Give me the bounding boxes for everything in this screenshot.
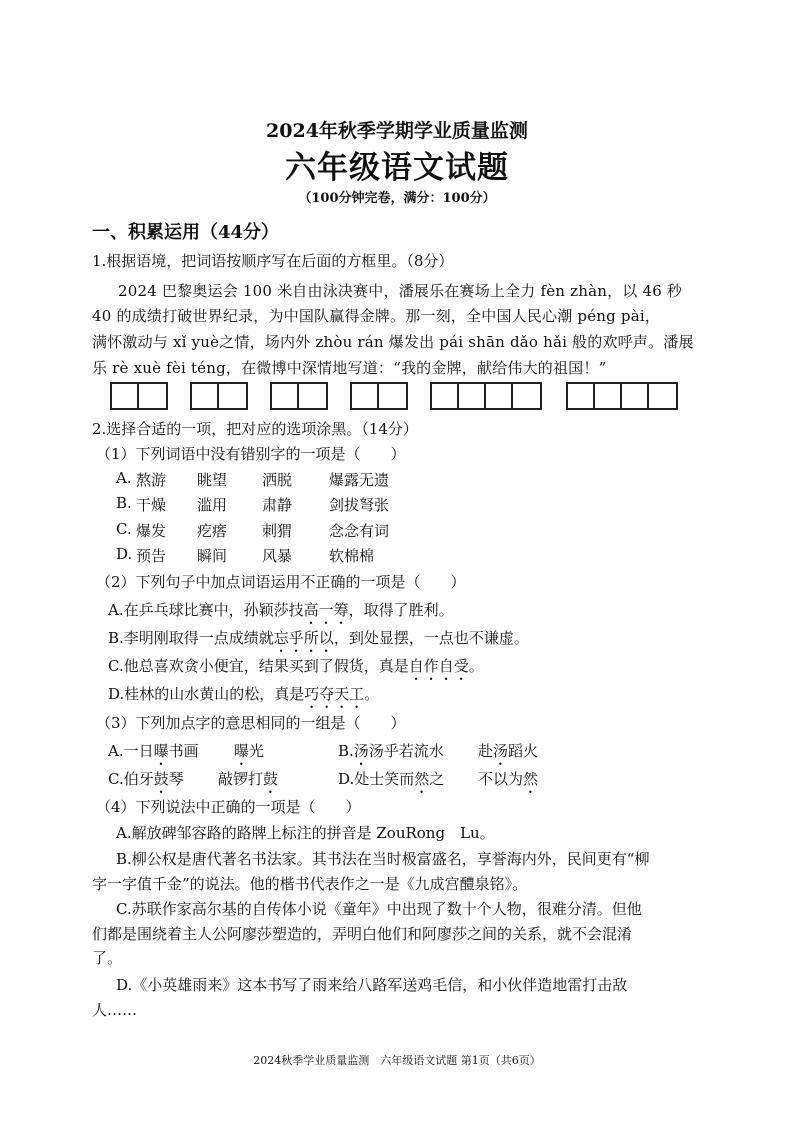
option-text: 赴 bbox=[478, 742, 494, 760]
option-text: D.桂林的山水黄山的松，真是 bbox=[108, 685, 305, 703]
option-text: 不以为 bbox=[478, 770, 524, 788]
option-text: 书画 bbox=[168, 742, 199, 760]
option-text: 汤乎若流水 bbox=[368, 742, 444, 760]
option-label[interactable]: C. bbox=[116, 520, 132, 538]
q2-sub3-option-d[interactable] bbox=[338, 768, 444, 797]
option-word: 滥用 bbox=[197, 496, 228, 514]
dotted-phrase: 忘乎所以 bbox=[273, 629, 334, 647]
q2-sub4-option-c-cont: 们都是围绕着主人公阿廖莎塑造的，弄明白他们和阿廖莎之间的关系，就不会混淆 bbox=[92, 925, 633, 943]
option-text: C.他总喜欢贪小便宜，结果买到了假货，真是 bbox=[108, 657, 409, 675]
option-word: 爆露无遗 bbox=[329, 471, 390, 489]
option-word: 念念有词 bbox=[329, 522, 390, 540]
q2-sub4-option-a[interactable]: A.解放碑邹容路的路牌上标注的拼音是 ZouRong Lu。 bbox=[116, 824, 495, 842]
option-word: 剑拔弩张 bbox=[329, 496, 390, 514]
option-text: B. bbox=[338, 742, 354, 760]
dotted-phrase: 巧夺天工 bbox=[304, 685, 365, 703]
option-label[interactable]: B. bbox=[116, 494, 132, 512]
option-word: 熬游 bbox=[136, 471, 167, 489]
answer-box-2[interactable] bbox=[190, 382, 248, 410]
dotted-char: 曝 bbox=[234, 742, 250, 760]
option-text: 琴 bbox=[168, 770, 184, 788]
dotted-char: 鼓 bbox=[153, 770, 169, 788]
option-word: 洒脱 bbox=[262, 471, 293, 489]
q1-passage-line: 40 的成绩打破世界纪录，为中国队赢得金牌。那一刻，全中国人民心潮 péng pài， bbox=[92, 307, 661, 325]
option-text: 。 bbox=[364, 685, 380, 703]
option-word: 爆发 bbox=[136, 522, 167, 540]
q1-passage-line: 乐 rè xuè fèi téng，在微博中深情地写道：“我的金牌，献给伟大的祖国！” bbox=[92, 359, 607, 377]
q2-sub2-option-b[interactable] bbox=[108, 627, 529, 656]
option-word: 刺猬 bbox=[262, 522, 293, 540]
option-word: 预告 bbox=[136, 547, 167, 565]
q2-sub2-option-a[interactable] bbox=[108, 599, 454, 628]
option-text: 敲锣打 bbox=[218, 770, 264, 788]
q2-sub2-stem: （2）下列句子中加点词语运用不正确的一项是（ ） bbox=[96, 573, 466, 591]
q2-sub4-stem: （4）下列说法中正确的一项是（ ） bbox=[96, 798, 361, 816]
q2-sub3-option-c-2 bbox=[218, 768, 278, 797]
answer-box-4[interactable] bbox=[350, 382, 408, 410]
option-text: C.伯牙 bbox=[108, 770, 154, 788]
dotted-phrase: 高一筹 bbox=[303, 601, 349, 619]
q1-passage-line: 2024 巴黎奥运会 100 米自由泳决赛中，潘展乐在赛场上全力 fèn zhàn，以 46 秒 bbox=[118, 282, 683, 300]
option-text: A.一日 bbox=[108, 742, 154, 760]
option-text: 光 bbox=[249, 742, 265, 760]
option-text: 蹈火 bbox=[508, 742, 539, 760]
q2-sub3-stem: （3）下列加点字的意思相同的一组是（ ） bbox=[96, 714, 406, 732]
dotted-char: 然 bbox=[523, 770, 539, 788]
q2-sub2-option-c[interactable] bbox=[108, 655, 484, 684]
exam-subject: 六年级语文试题 bbox=[285, 150, 509, 186]
answer-box-5[interactable] bbox=[430, 382, 542, 410]
q2-sub3-option-b-2 bbox=[478, 740, 538, 769]
dotted-char: 鼓 bbox=[263, 770, 279, 788]
q2-sub4-option-b-cont: 字一字值千金”的说法。他的楷书代表作之一是《九成宫醴泉铭》。 bbox=[92, 875, 528, 893]
q2-sub4-option-c[interactable]: C.苏联作家高尔基的自传体小说《童年》中出现了数十个人物，很难分清。但他 bbox=[116, 900, 642, 918]
option-word: 疙瘩 bbox=[197, 522, 228, 540]
option-word: 肃静 bbox=[262, 496, 293, 514]
dotted-char: 然 bbox=[414, 770, 430, 788]
option-word: 干燥 bbox=[136, 496, 167, 514]
dotted-char: 汤 bbox=[353, 742, 369, 760]
answer-box-3[interactable] bbox=[270, 382, 328, 410]
answer-box-6[interactable] bbox=[566, 382, 678, 410]
option-word: 软棉棉 bbox=[329, 547, 375, 565]
option-text: ，取得了胜利。 bbox=[348, 601, 454, 619]
option-text: B.李明刚取得一点成绩就 bbox=[108, 629, 274, 647]
dotted-char: 汤 bbox=[493, 742, 509, 760]
q1-stem: 1.根据语境，把词语按顺序写在后面的方框里。（8分） bbox=[92, 252, 454, 270]
option-text: 。 bbox=[468, 657, 484, 675]
option-text: A.在乒乓球比赛中，孙颖莎技 bbox=[108, 601, 304, 619]
option-text: D.处士笑而 bbox=[338, 770, 415, 788]
exam-title: 2024年秋季学期学业质量监测 bbox=[266, 120, 528, 142]
q2-stem: 2.选择合适的一项，把对应的选项涂黑。（14分） bbox=[92, 420, 418, 438]
page-footer: 2024秋季学业质量监测 六年级语文试题 第1页（共6页） bbox=[253, 1054, 541, 1067]
q2-sub3-option-d-2 bbox=[478, 768, 538, 797]
q1-passage-line: 满怀激动与 xǐ yuè之情，场内外 zhòu rán 爆发出 pái shān dǎo hǎi 般的欢呼声。潘展 bbox=[92, 333, 694, 351]
option-word: 风暴 bbox=[262, 547, 293, 565]
q2-sub3-option-b[interactable] bbox=[338, 740, 444, 769]
q2-sub4-option-d-cont: 人…… bbox=[92, 1001, 138, 1019]
q2-sub3-option-c[interactable] bbox=[108, 768, 184, 797]
option-text: 之 bbox=[429, 770, 445, 788]
dotted-char: 曝 bbox=[153, 742, 169, 760]
option-label[interactable]: A. bbox=[116, 469, 132, 487]
q2-sub4-option-d[interactable]: D.《小英雄雨来》这本书写了雨来给八路军送鸡毛信，和小伙伴造地雷打击敌 bbox=[116, 976, 628, 994]
q2-sub3-option-a-2 bbox=[234, 740, 264, 769]
option-word: 瞬间 bbox=[197, 547, 228, 565]
q2-sub4-option-c-cont: 了。 bbox=[92, 949, 123, 967]
dotted-phrase: 自作自受 bbox=[408, 657, 469, 675]
answer-box-1[interactable] bbox=[110, 382, 168, 410]
q2-sub1-stem: （1）下列词语中没有错别字的一项是（ ） bbox=[96, 445, 406, 463]
option-word: 眺望 bbox=[197, 471, 228, 489]
exam-note: （100分钟完卷，满分：100分） bbox=[298, 191, 496, 206]
option-text: ，到处显摆，一点也不谦虚。 bbox=[333, 629, 529, 647]
section-title: 一、积累运用（44分） bbox=[92, 222, 280, 243]
q2-sub2-option-d[interactable] bbox=[108, 683, 379, 712]
q2-sub4-option-b[interactable]: B.柳公权是唐代著名书法家。其书法在当时极富盛名，享誉海内外，民间更有“柳 bbox=[116, 850, 650, 868]
option-label[interactable]: D. bbox=[116, 545, 133, 563]
q2-sub3-option-a[interactable] bbox=[108, 740, 199, 769]
